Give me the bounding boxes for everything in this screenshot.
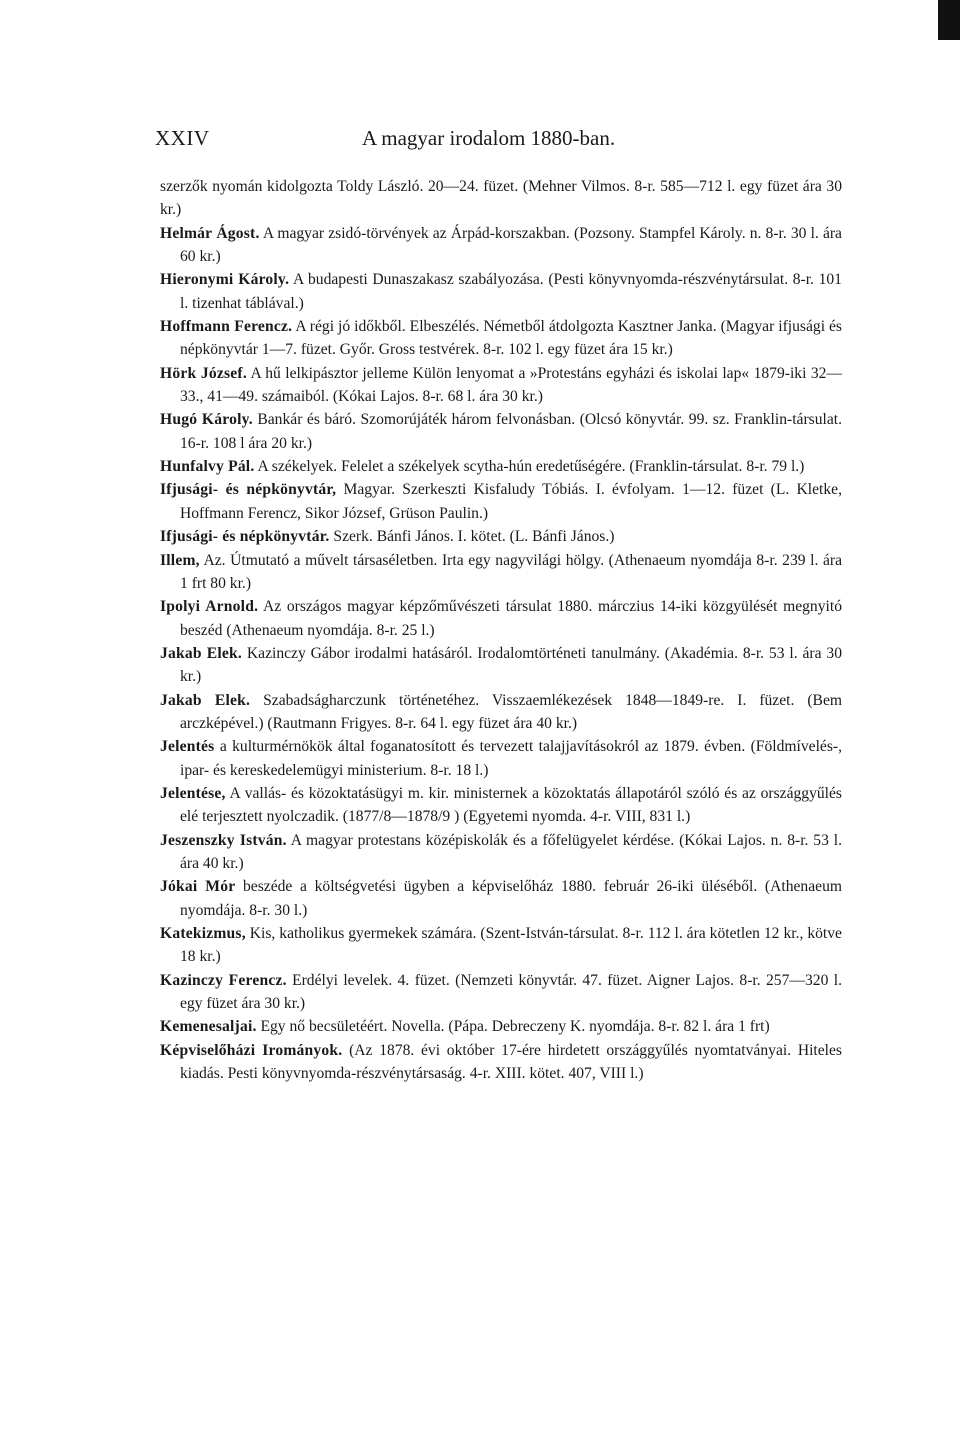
entry-author: Ipolyi Arnold. xyxy=(160,598,259,616)
bibliography-entry xyxy=(160,455,842,478)
scan-edge-mark xyxy=(938,0,960,40)
page-title: A magyar irodalom 1880-ban. xyxy=(362,126,616,150)
entry-text: a kulturmérnökök által foganatosított és tervezett talajjavításokról az 1879. évben. (Földmívelés-, ipar- és kereskedelemügyi ministerium. 8-r. 18 l.) xyxy=(180,738,842,779)
entry-text: A hű lelkipásztor jelleme Külön lenyomat a »Protestáns egyházi és iskolai lap« 1879-iki 32—33., 41—49. számaiból. (Kókai Lajos. 8-r. 68 l. ára 30 kr.) xyxy=(180,364,843,406)
bibliography-entry xyxy=(160,268,842,315)
entry-text: Az országos magyar képzőművészeti társulat 1880. márczius 14-iki közgyülését megnyitó beszéd (Athenaeum nyomdája. 8-r. 25 l.) xyxy=(180,598,842,639)
bibliography-entry xyxy=(160,969,842,1016)
entry-text: Kis, katholikus gyermekek számára. (Szent-István-társulat. 8-r. 112 l. ára kötetlen 12 kr., kötve 18 kr.) xyxy=(180,925,842,966)
entry-author: Helmár Ágost. xyxy=(160,224,260,242)
bibliography-entry xyxy=(160,689,842,736)
entry-text: beszéde a költségvetési ügyben a képviselőház 1880. február 26-iki üléséből. (Athenaeum nyomdája. 8-r. 30 l.) xyxy=(180,878,842,919)
entry-author: Katekizmus, xyxy=(160,925,246,942)
bibliography-entry xyxy=(160,829,842,876)
running-header xyxy=(155,126,845,156)
entry-text: A budapesti Dunaszakasz szabályozása. (Pesti könyvnyomda-részvénytársulat. 8-r. 101 l. tizenhat táblával.) xyxy=(180,271,842,312)
bibliography-entry xyxy=(160,362,842,409)
entry-text: A magyar zsidó-törvények az Árpád-korszakban. (Pozsony. Stampfel Károly. n. 8-r. 30 l. ára 60 kr.) xyxy=(180,224,842,266)
entry-text: A régi jó időkből. Elbeszélés. Németből átdolgozta Kasztner Janka. (Magyar ifjusági és népkönyvtár 1—7. füzet. Győr. Gross testvérek. 8-r. 102 l. egy füzet ára 15 kr.) xyxy=(180,318,843,359)
bibliography-list xyxy=(160,175,842,1085)
bibliography-entry xyxy=(160,875,842,922)
entry-author: Hieronymi Károly. xyxy=(160,271,290,289)
entry-text: A vallás- és közoktatásügyi m. kir. ministernek a közoktatás állapotáról szóló és az országgyűlés elé terjesztett nyolczadik. (1877/8—1878/9 ) (Egyetemi nyomda. 4-r. VIII, 831 l.) xyxy=(180,784,842,826)
entry-author: Jelentése, xyxy=(160,784,226,802)
entry-text: Bankár és báró. Szomorújáték három felvonásban. (Olcsó könyvtár. 99. sz. Franklin-társulat. 16-r. 108 l ára 20 kr.) xyxy=(180,411,842,452)
bibliography-entry xyxy=(160,549,842,596)
bibliography-entry xyxy=(160,478,842,525)
entry-text: Erdélyi levelek. 4. füzet. (Nemzeti könyvtár. 47. füzet. Aigner Lajos. 8-r. 257—320 l. egy füzet ára 30 kr.) xyxy=(180,971,842,1013)
entry-author: Hoffmann Ferencz. xyxy=(160,318,293,336)
entry-author: Ifjusági- és népkönyvtár, xyxy=(160,481,337,499)
entry-author: Jakab Elek. xyxy=(160,691,251,709)
entry-author: Képviselőházi Irományok. xyxy=(160,1041,343,1059)
bibliography-entry xyxy=(160,222,842,269)
entry-text: szerzők nyomán kidolgozta Toldy László. 20—24. füzet. (Mehner Vilmos. 8-r. 585—712 l. egy füzet ára 30 kr.) xyxy=(160,178,842,219)
bibliography-entry xyxy=(160,175,842,222)
entry-author: Hugó Károly. xyxy=(160,411,253,429)
entry-text: A magyar protestans középiskolák és a főfelügyelet kérdése. (Kókai Lajos. n. 8-r. 53 l. ára 40 kr.) xyxy=(180,831,842,872)
entry-author: Hörk József. xyxy=(160,364,247,382)
entry-text: Magyar. Szerkeszti Kisfaludy Tóbiás. I. évfolyam. 1—12. füzet (L. Kletke, Hoffmann Ferencz, Sikor József, Grüson Paulin.) xyxy=(180,481,843,522)
bibliography-entry xyxy=(160,642,842,689)
entry-author: Jelentés xyxy=(160,738,215,756)
entry-author: Ifjusági- és népkönyvtár. xyxy=(160,528,330,546)
entry-author: Jeszenszky István. xyxy=(160,831,287,849)
bibliography-entry xyxy=(160,1015,842,1038)
entry-author: Illem, xyxy=(160,551,200,569)
entry-author: Hunfalvy Pál. xyxy=(160,458,255,476)
bibliography-entry xyxy=(160,1039,842,1086)
entry-author: Kemenesaljai. xyxy=(160,1018,257,1036)
entry-author: Kazinczy Ferencz. xyxy=(160,971,287,989)
entry-author: Jakab Elek. xyxy=(160,644,243,662)
entry-text: Szabadságharczunk történetéhez. Visszaemlékezések 1848—1849-re. I. füzet. (Bem arczképével.) (Rautmann Frigyes. 8-r. 64 l. egy füzet ára 40 kr.) xyxy=(180,691,842,732)
bibliography-entry xyxy=(160,525,842,548)
page-number: XXIV xyxy=(155,126,210,150)
entry-text: A székelyek. Felelet a székelyek scytha-hún eredetűségére. (Franklin-társulat. 8-r. 79 l.) xyxy=(257,458,805,476)
bibliography-entry xyxy=(160,782,842,829)
entry-author: Jókai Mór xyxy=(160,878,236,896)
entry-text: Szerk. Bánfi János. I. kötet. (L. Bánfi János.) xyxy=(333,528,615,546)
bibliography-entry xyxy=(160,315,842,362)
entry-text: (Az 1878. évi október 17-ére hirdetett országgyűlés nyomtatványai. Hiteles kiadás. Pesti könyvnyomda-részvénytársaság. 4-r. XIII. kötet. 407, VIII l.) xyxy=(180,1041,842,1083)
entry-text: Egy nő becsületéért. Novella. (Pápa. Debreczeny K. nyomdája. 8-r. 82 l. ára 1 frt) xyxy=(260,1018,770,1036)
bibliography-entry xyxy=(160,595,842,642)
entry-text: Az. Útmutató a művelt társaséletben. Irta egy nagyvilági hölgy. (Athenaeum nyomdája 8-r. 239 l. ára 1 frt 80 kr.) xyxy=(180,551,842,592)
entry-text: Kazinczy Gábor irodalmi hatásáról. Irodalomtörténeti tanulmány. (Akadémia. 8-r. 53 l. ára 30 kr.) xyxy=(180,644,842,686)
bibliography-entry xyxy=(160,922,842,969)
bibliography-entry xyxy=(160,735,842,782)
bibliography-entry xyxy=(160,408,842,455)
